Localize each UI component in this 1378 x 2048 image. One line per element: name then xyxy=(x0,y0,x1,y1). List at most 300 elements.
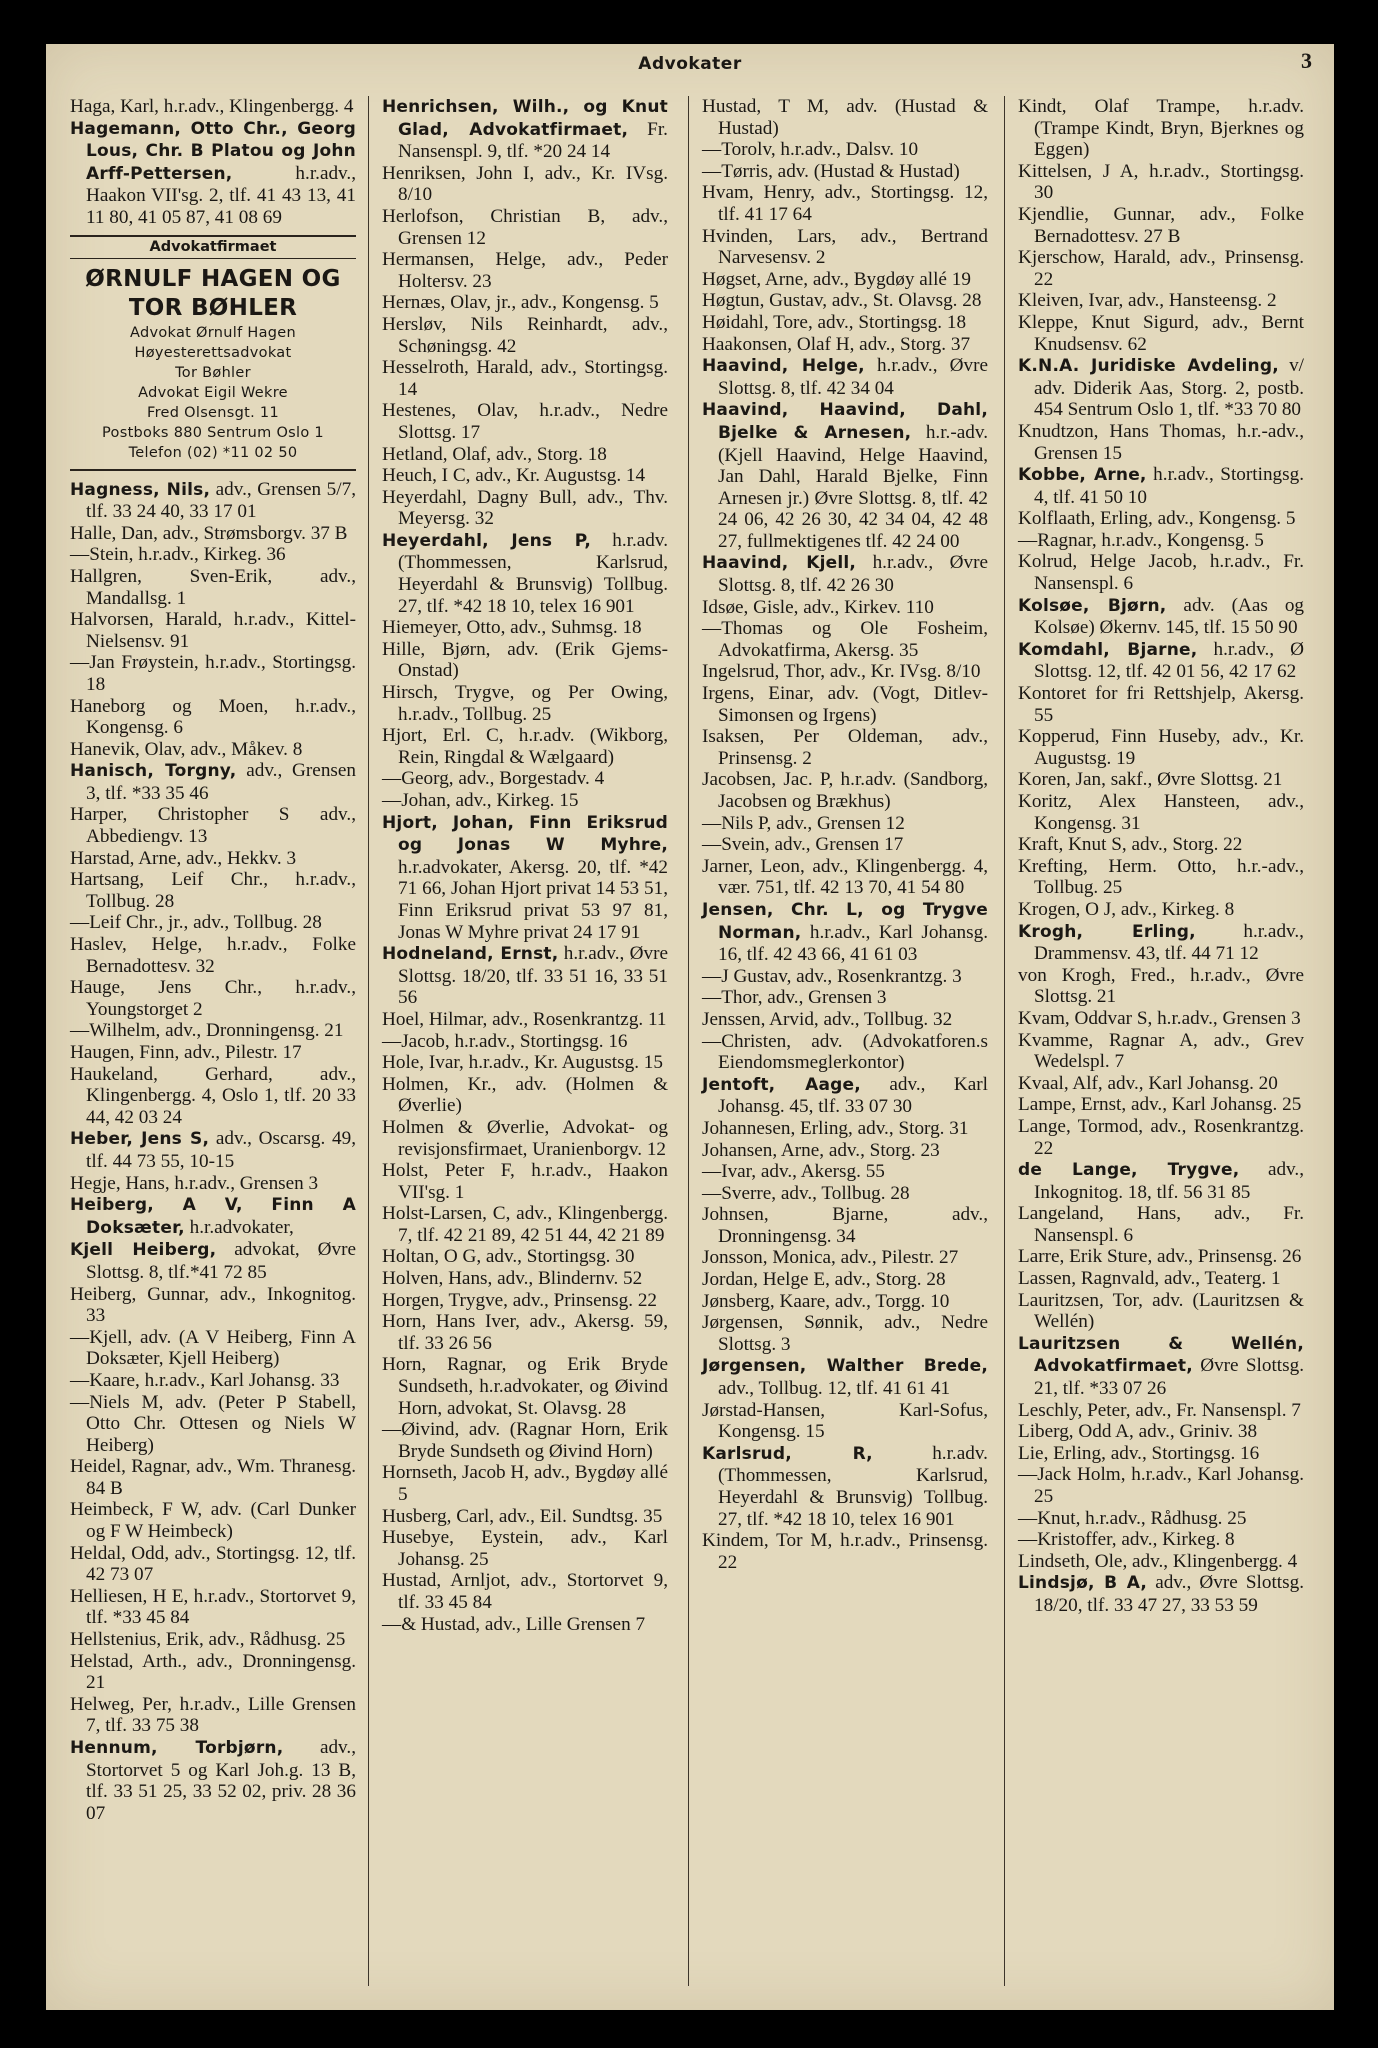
entry-text: —Georg, adv., Borgestadv. 4 xyxy=(382,768,605,790)
entry-text: adv. (Aas og Kolsøe) Økernv. 145, tlf. 15 50 90 xyxy=(1034,594,1305,639)
directory-entry xyxy=(702,226,988,269)
entry-name: Heber, Jens S, xyxy=(70,1129,210,1150)
entry-name: Hagness, Nils, xyxy=(70,479,211,500)
directory-entry xyxy=(70,1586,356,1629)
directory-entry xyxy=(1018,1508,1304,1530)
entry-text: —Tørris, adv. (Hustad & Hustad) xyxy=(702,160,960,182)
directory-entry xyxy=(70,1543,356,1586)
entry-text: Kjendlie, Gunnar, adv., Folke Bernadottesv. 27 B xyxy=(1018,203,1304,247)
entry-name: Lindsjø, B A, xyxy=(1018,1573,1148,1594)
directory-entry xyxy=(702,1118,988,1140)
directory-entry xyxy=(1018,1333,1304,1400)
directory-entry xyxy=(382,400,668,443)
directory-entry xyxy=(1018,1008,1304,1030)
entry-text: Haakonsen, Olaf H, adv., Storg. 37 xyxy=(702,333,971,355)
directory-entry xyxy=(70,1456,356,1499)
directory-entry xyxy=(382,1203,668,1246)
entry-name: Haavind, Kjell, xyxy=(702,553,857,574)
entry-text: Kjerschow, Harald, adv., Prinsensg. 22 xyxy=(1018,247,1304,290)
directory-entry xyxy=(382,1117,668,1160)
entry-text: Holst, Peter F, h.r.adv., Haakon VII'sg. 1 xyxy=(382,1160,668,1203)
entry-text: Heuch, I C, adv., Kr. Augustsg. 14 xyxy=(382,465,646,487)
directory-entry xyxy=(702,552,988,596)
entry-name: Kobbe, Arne, xyxy=(1018,465,1147,486)
entry-name: Karlsrud, R, xyxy=(702,1443,873,1464)
directory-entry xyxy=(702,856,988,899)
entry-name: Komdahl, Bjarne, xyxy=(1018,639,1198,660)
entry-text: h.r.advokater, Akersg. 20, tlf. *42 71 66, Johan Hjort privat 14 53 51, Finn Eriksrud privat 53 97 81, Jonas W Myhre privat 24 17 91 xyxy=(398,856,668,943)
column-3 xyxy=(702,96,988,1573)
page-number: 3 xyxy=(1301,48,1312,73)
entry-text: Høgset, Arne, adv., Bygdøy allé 19 xyxy=(702,268,971,290)
directory-entry xyxy=(1018,769,1304,791)
directory-entry xyxy=(1018,1268,1304,1290)
directory-entry xyxy=(1018,1529,1304,1551)
entry-text: h.r.advokater, xyxy=(184,1216,294,1238)
entry-text: Hanevik, Olav, adv., Måkev. 8 xyxy=(70,738,303,760)
directory-entry xyxy=(1018,1290,1304,1333)
directory-entry xyxy=(70,1651,356,1694)
directory-entry xyxy=(702,1009,988,1031)
entry-text: Johannesen, Erling, adv., Storg. 31 xyxy=(702,1117,969,1139)
entry-name: Hennum, Torbjørn, xyxy=(70,1738,284,1758)
entry-text: —Kaare, h.r.adv., Karl Johansg. 33 xyxy=(70,1369,340,1391)
entry-text: Helstad, Arth., adv., Dronningensg. 21 xyxy=(70,1650,356,1694)
ad-firm-name-line-2: TOR BØHLER xyxy=(128,294,298,321)
directory-entry xyxy=(702,96,988,139)
entry-text: Kleppe, Knut Sigurd, adv., Bernt Knudsensv. 62 xyxy=(1018,311,1304,355)
directory-entry xyxy=(702,269,988,291)
entry-text: Hvinden, Lars, adv., Bertrand Narvesensv. 2 xyxy=(702,225,988,269)
directory-entry xyxy=(70,544,356,566)
entry-name: Kjell Heiberg, xyxy=(70,1240,217,1261)
entry-text: h.r.adv., Stortingsg. 4, tlf. 41 50 10 xyxy=(1034,464,1304,508)
directory-entry xyxy=(382,617,668,639)
entry-name: Henrichsen, Wilh., og Knut Glad, Advokatfirmaet, xyxy=(382,97,668,140)
entry-text: Langeland, Hans, adv., Fr. Nansenspl. 6 xyxy=(1018,1203,1304,1246)
entry-name: Heyerdahl, Jens P, xyxy=(382,530,591,551)
directory-entry xyxy=(382,790,668,812)
directory-entry xyxy=(382,1160,668,1203)
directory-page xyxy=(46,44,1334,2010)
entry-text: Horn, Ragnar, og Erik Bryde Sundseth, h.r.advokater, og Øivind Horn, advokat, St. Olavsg. 28 xyxy=(382,1354,668,1419)
entry-text: h.r.adv. (Thommessen, Karlsrud, Heyerdahl & Brunsvig) Tollbug. 27, tlf. *42 18 10, telex 16 901 xyxy=(398,529,668,617)
entry-text: h.r.adv., Drammensv. 43, tlf. 44 71 12 xyxy=(1034,920,1304,965)
directory-entry xyxy=(70,804,356,847)
entry-text: Jonsson, Monica, adv., Pilestr. 27 xyxy=(702,1247,959,1269)
directory-entry xyxy=(382,487,668,530)
entry-text: Heimbeck, F W, adv. (Carl Dunker og F W Heimbeck) xyxy=(70,1499,356,1543)
entry-text: Jenssen, Arvid, adv., Tollbug. 32 xyxy=(702,1008,953,1030)
entry-text: Kvamme, Ragnar A, adv., Grev Wedelspl. 7 xyxy=(1018,1029,1304,1073)
entry-text: von Krogh, Fred., h.r.adv., Øvre Slottsg. 21 xyxy=(1018,964,1304,1008)
directory-entry xyxy=(70,1042,356,1064)
entry-text: Høidahl, Tore, adv., Stortingsg. 18 xyxy=(702,311,967,333)
running-head: Advokater xyxy=(638,54,742,74)
directory-entry xyxy=(382,96,668,163)
directory-entry xyxy=(702,182,988,225)
entry-text: Hustad, Arnljot, adv., Stortorvet 9, tlf. 33 45 84 xyxy=(382,1570,668,1613)
directory-entry xyxy=(382,1074,668,1117)
entry-text: Haukeland, Gerhard, adv., Klingenbergg. 4, Oslo 1, tlf. 20 33 44, 42 03 24 xyxy=(70,1063,356,1128)
entry-name: Heiberg, A V, Finn A Doksæter, xyxy=(70,1195,356,1238)
entry-text: v/ adv. Diderik Aas, Storg. 2, postb. 454 Sentrum Oslo 1, tlf. *33 70 80 xyxy=(1034,355,1304,421)
directory-entry xyxy=(702,597,988,619)
entry-text: —Jacob, h.r.adv., Stortingsg. 16 xyxy=(382,1030,628,1052)
directory-entry xyxy=(1018,551,1304,594)
entry-text: —Ragnar, h.r.adv., Kongensg. 5 xyxy=(1018,529,1264,551)
directory-entry xyxy=(382,249,668,292)
directory-entry xyxy=(382,1311,668,1354)
entry-text: Hirsch, Trygve, og Per Owing, h.r.adv., Tollbug. 25 xyxy=(382,682,668,725)
directory-entry xyxy=(70,652,356,695)
entry-text: Jacobsen, Jac. P, h.r.adv. (Sandborg, Jacobsen og Brækhus) xyxy=(702,769,988,812)
entry-text: Hornseth, Jacob H, adv., Bygdøy allé 5 xyxy=(382,1462,668,1505)
directory-entry xyxy=(382,1290,668,1312)
directory-entry xyxy=(1018,921,1304,965)
entry-text: —Jack Holm, h.r.adv., Karl Johansg. 25 xyxy=(1018,1464,1304,1507)
directory-entry xyxy=(1018,1464,1304,1507)
entry-text: h.r.adv., Øvre Slottsg. 8, tlf. 42 26 30 xyxy=(718,552,988,597)
directory-entry xyxy=(702,1355,988,1399)
directory-entry xyxy=(382,768,668,790)
entry-text: —Christen, adv. (Advokatforen.s Eiendomsmeglerkontor) xyxy=(702,1030,988,1074)
entry-text: Halvorsen, Harald, h.r.adv., Kittel-Nielsensv. 91 xyxy=(70,609,356,652)
ad-line: Høyesterettsadvokat xyxy=(134,344,292,361)
entry-text: Jørstad-Hansen, Karl-Sofus, Kongensg. 15 xyxy=(702,1399,988,1443)
entry-name: Hagemann, Otto Chr., Georg Lous, Chr. B Platou og John Arff-Pettersen, xyxy=(70,118,356,184)
entry-text: advokat, Øvre Slottsg. 8, tlf.*41 72 85 xyxy=(86,1239,356,1283)
entry-text: Jønsberg, Kaare, adv., Torgg. 10 xyxy=(702,1290,950,1312)
directory-entry xyxy=(1018,161,1304,204)
entry-name: Krogh, Erling, xyxy=(1018,921,1196,942)
entry-text: —Knut, h.r.adv., Rådhusg. 25 xyxy=(1018,1507,1247,1529)
directory-entry xyxy=(1018,96,1304,161)
directory-entry xyxy=(1018,683,1304,726)
directory-entry xyxy=(382,206,668,249)
entry-name: Hodneland, Ernst, xyxy=(382,944,559,965)
directory-entry xyxy=(1018,1116,1304,1159)
directory-entry xyxy=(70,1629,356,1651)
entry-text: adv., Tollbug. 12, tlf. 41 61 41 xyxy=(718,1378,951,1400)
directory-entry xyxy=(1018,1073,1304,1095)
entry-text: Ingelsrud, Thor, adv., Kr. IVsg. 8/10 xyxy=(702,661,981,683)
directory-entry xyxy=(70,479,356,523)
entry-text: Haslev, Helge, h.r.adv., Folke Bernadottesv. 32 xyxy=(70,934,356,977)
entry-text: Holmen, Kr., adv. (Holmen & Øverlie) xyxy=(382,1073,668,1117)
directory-entry xyxy=(382,163,668,206)
directory-entry xyxy=(70,1173,356,1195)
entry-text: Fr. Nansenspl. 9, tlf. *20 24 14 xyxy=(398,118,668,163)
entry-text: Holtan, O G, adv., Stortingsg. 30 xyxy=(382,1246,635,1268)
entry-text: Krefting, Herm. Otto, h.r.-adv., Tollbug. 25 xyxy=(1018,855,1304,899)
directory-entry xyxy=(70,848,356,870)
entry-text: Liberg, Odd A, adv., Griniv. 38 xyxy=(1018,1421,1258,1443)
entry-text: Halle, Dan, adv., Strømsborgv. 37 B xyxy=(70,522,348,544)
entry-text: Helliesen, H E, h.r.adv., Stortorvet 9, tlf. *33 45 84 xyxy=(70,1585,356,1629)
entry-text: Husebye, Eystein, adv., Karl Johansg. 25 xyxy=(382,1527,668,1570)
directory-entry xyxy=(702,1074,988,1118)
directory-entry xyxy=(702,1031,988,1074)
entry-name: Haavind, Haavind, Dahl, Bjelke & Arnesen, xyxy=(702,400,988,443)
entry-name: Jensen, Chr. L, og Trygve Norman, xyxy=(702,899,988,943)
directory-entry xyxy=(70,977,356,1020)
entry-text: Koritz, Alex Hansteen, adv., Kongensg. 31 xyxy=(1018,791,1304,834)
entry-text: Holmen & Øverlie, Advokat- og revisjonsfirmaet, Uranienborgv. 12 xyxy=(382,1116,668,1160)
entry-text: —Øivind, adv. (Ragnar Horn, Erik Bryde Sundseth og Øivind Horn) xyxy=(382,1419,668,1462)
directory-entry xyxy=(702,1247,988,1269)
entry-text: Hesselroth, Harald, adv., Stortingsg. 14 xyxy=(382,357,668,400)
entry-text: adv., Karl Johansg. 45, tlf. 33 07 30 xyxy=(718,1073,988,1118)
directory-entry xyxy=(70,1694,356,1737)
directory-entry xyxy=(702,1291,988,1313)
column-1-entries xyxy=(70,479,356,1825)
entry-text: Holst-Larsen, C, adv., Klingenbergg. 7, tlf. 42 21 89, 42 51 44, 42 21 89 xyxy=(382,1203,668,1246)
entry-text: Hetland, Olaf, adv., Storg. 18 xyxy=(382,443,607,465)
entry-text: Larre, Erik Sture, adv., Prinsensg. 26 xyxy=(1018,1246,1302,1268)
entry-text: Johansen, Arne, adv., Storg. 23 xyxy=(702,1139,940,1161)
entry-text: —Jan Frøystein, h.r.adv., Stortingsg. 18 xyxy=(70,652,356,695)
entry-text: Hole, Ivar, h.r.adv., Kr. Augustsg. 15 xyxy=(382,1052,663,1074)
directory-entry xyxy=(702,618,988,661)
directory-entry xyxy=(1018,312,1304,355)
entry-name: Lauritzsen & Wellén, Advokatfirmaet, xyxy=(1018,1333,1304,1377)
directory-entry xyxy=(1018,1421,1304,1443)
directory-entry xyxy=(382,1268,668,1290)
directory-entry xyxy=(70,1499,356,1542)
directory-entry xyxy=(1018,1094,1304,1116)
directory-entry xyxy=(1018,247,1304,290)
entry-text: Lauritzsen, Tor, adv. (Lauritzsen & Wellén) xyxy=(1018,1289,1304,1333)
entry-text: Heidel, Ragnar, adv., Wm. Thranesg. 84 B xyxy=(70,1456,356,1499)
directory-entry xyxy=(1018,965,1304,1008)
directory-entry xyxy=(1018,1030,1304,1073)
entry-text: Hermansen, Helge, adv., Peder Holtersv. 23 xyxy=(382,249,668,292)
entry-text: Kvam, Oddvar S, h.r.adv., Grensen 3 xyxy=(1018,1007,1301,1029)
entry-text: —Thomas og Ole Fosheim, Advokatfirma, Akersg. 35 xyxy=(702,618,988,661)
directory-entry xyxy=(382,1031,668,1053)
entry-text: h.r.adv., Karl Johansg. 16, tlf. 42 43 66, 41 61 03 xyxy=(718,921,988,966)
entry-name: Kolsøe, Bjørn, xyxy=(1018,595,1167,616)
entry-text: Holven, Hans, adv., Blindernv. 52 xyxy=(382,1268,643,1290)
directory-entry xyxy=(1018,508,1304,530)
entry-text: Kopperud, Finn Huseby, adv., Kr. Augustsg. 19 xyxy=(1018,726,1304,769)
directory-entry xyxy=(1018,899,1304,921)
directory-entry xyxy=(1018,290,1304,312)
entry-text: Heyerdahl, Dagny Bull, adv., Thv. Meyersg. 32 xyxy=(382,486,668,530)
ad-line: Telefon (02) *11 02 50 xyxy=(128,444,298,461)
directory-entry xyxy=(382,1052,668,1074)
ad-kicker: Advokatfirmaet xyxy=(70,239,356,259)
directory-entry xyxy=(70,1194,356,1239)
entry-text: Koren, Jan, sakf., Øvre Slottsg. 21 xyxy=(1018,769,1283,791)
entry-text: adv., Stortorvet 5 og Karl Joh.g. 13 B, tlf. 33 51 25, 33 52 02, priv. 28 36 07 xyxy=(86,1737,356,1824)
entry-name: de Lange, Trygve, xyxy=(1018,1160,1240,1181)
directory-entry xyxy=(1018,856,1304,899)
entry-text: Husberg, Carl, adv., Eil. Sundtsg. 35 xyxy=(382,1505,663,1527)
entry-text: Horgen, Trygve, adv., Prinsensg. 22 xyxy=(382,1289,658,1311)
column-rule xyxy=(688,96,689,1986)
directory-entry xyxy=(1018,1203,1304,1246)
directory-entry xyxy=(70,739,356,761)
entry-text: h.r.adv. (Thommessen, Karlsrud, Heyerdahl & Brunsvig) Tollbug. 27, tlf. *42 18 10, telex 16 901 xyxy=(718,1442,988,1530)
directory-entry xyxy=(702,399,988,552)
directory-entry xyxy=(1018,639,1304,683)
directory-entry xyxy=(1018,1551,1304,1573)
entry-text: Kleiven, Ivar, adv., Hansteensg. 2 xyxy=(1018,290,1277,312)
directory-entry xyxy=(70,1128,356,1172)
directory-entry xyxy=(382,1009,668,1031)
ad-line: Fred Olsensgt. 11 xyxy=(147,404,279,421)
directory-entry xyxy=(702,1204,988,1247)
directory-entry xyxy=(702,834,988,856)
directory-entry xyxy=(382,1246,668,1268)
entry-text: Hiemeyer, Otto, adv., Suhmsg. 18 xyxy=(382,617,642,639)
entry-text: adv., Grensen 3, tlf. *33 35 46 xyxy=(86,760,356,804)
directory-entry xyxy=(70,1020,356,1042)
entry-text: Haneborg og Moen, h.r.adv., Kongensg. 6 xyxy=(70,695,356,739)
entry-text: Henriksen, John I, adv., Kr. IVsg. 8/10 xyxy=(382,162,668,206)
entry-name: K.N.A. Juridiske Avdeling, xyxy=(1018,356,1279,377)
directory-entry xyxy=(70,1737,356,1824)
directory-entry xyxy=(70,869,356,912)
directory-entry xyxy=(382,530,668,617)
directory-entry xyxy=(702,1312,988,1355)
directory-entry xyxy=(1018,530,1304,552)
directory-entry xyxy=(382,1506,668,1528)
directory-entry xyxy=(702,1269,988,1291)
entry-text: adv., Grensen 5/7, tlf. 33 24 40, 33 17 01 xyxy=(86,478,356,523)
directory-entry xyxy=(70,1327,356,1370)
entry-text: Jørgensen, Sønnik, adv., Nedre Slottsg. 3 xyxy=(702,1312,988,1355)
directory-entry xyxy=(702,683,988,726)
entry-name: Hanisch, Torgny, xyxy=(70,761,237,782)
entry-text: Horn, Hans Iver, adv., Akersg. 59, tlf. 33 26 56 xyxy=(382,1311,668,1354)
entry-text: Hernæs, Olav, jr., adv., Kongensg. 5 xyxy=(382,292,659,314)
directory-entry xyxy=(702,726,988,769)
directory-entry xyxy=(1018,1159,1304,1203)
directory-entry xyxy=(70,760,356,804)
directory-entry xyxy=(70,609,356,652)
directory-entry xyxy=(702,1443,988,1530)
directory-entry xyxy=(702,661,988,683)
entry-text: Harstad, Arne, adv., Hekkv. 3 xyxy=(70,847,297,869)
directory-entry xyxy=(702,769,988,812)
entry-text: Harper, Christopher S adv., Abbediengv. 13 xyxy=(70,804,356,848)
directory-entry xyxy=(1018,1572,1304,1616)
entry-text: Leschly, Peter, adv., Fr. Nansenspl. 7 xyxy=(1018,1399,1301,1421)
column-rule xyxy=(368,96,369,1986)
directory-entry xyxy=(70,1239,356,1283)
entry-text: Kittelsen, J A, h.r.adv., Stortingsg. 30 xyxy=(1018,160,1304,204)
directory-entry xyxy=(1018,791,1304,834)
entry-text: Haugen, Finn, adv., Pilestr. 17 xyxy=(70,1042,302,1063)
directory-entry xyxy=(702,312,988,334)
directory-entry xyxy=(702,1400,988,1443)
entry-text: h.r.adv., Haakon VII'sg. 2, tlf. 41 43 13, 41 11 80, 41 05 87, 41 08 69 xyxy=(86,162,356,228)
directory-entry xyxy=(702,1161,988,1183)
directory-entry xyxy=(70,566,356,609)
ad-firm-name-line-1: ØRNULF HAGEN OG xyxy=(85,265,341,292)
entry-text: Hestenes, Olav, h.r.adv., Nedre Slottsg. 17 xyxy=(382,400,668,443)
entry-text: —Stein, h.r.adv., Kirkeg. 36 xyxy=(70,544,286,566)
directory-entry xyxy=(70,118,356,229)
directory-entry xyxy=(1018,421,1304,464)
entry-text: Helweg, Per, h.r.adv., Lille Grensen 7, tlf. 33 75 38 xyxy=(70,1693,356,1737)
entry-text: Hellstenius, Erik, adv., Rådhusg. 25 xyxy=(70,1629,346,1651)
entry-text: adv., Inkognitog. 18, tlf. 56 31 85 xyxy=(1034,1159,1304,1203)
directory-entry xyxy=(382,682,668,725)
ad-line: Advokat Ørnulf Hagen xyxy=(130,324,296,341)
directory-entry xyxy=(382,357,668,400)
directory-entry xyxy=(382,1527,668,1570)
entry-text: Hustad, T M, adv. (Hustad & Hustad) xyxy=(702,96,988,139)
directory-entry xyxy=(1018,726,1304,769)
entry-name: Hjort, Johan, Finn Eriksrud og Jonas W Myhre, xyxy=(382,812,668,856)
directory-entry xyxy=(382,314,668,357)
directory-entry xyxy=(70,912,356,934)
ad-line: Tor Bøhler xyxy=(175,364,251,381)
entry-text: —Ivar, adv., Akersg. 55 xyxy=(702,1161,885,1183)
directory-entry xyxy=(70,696,356,739)
directory-entry xyxy=(70,1370,356,1392)
directory-entry xyxy=(702,987,988,1009)
entry-name: Haavind, Helge, xyxy=(702,356,865,377)
directory-entry xyxy=(1018,1246,1304,1268)
entry-text: Heiberg, Gunnar, adv., Inkognitog. 33 xyxy=(70,1283,356,1327)
directory-entry xyxy=(382,812,668,944)
entry-text: h.r.-adv. (Kjell Haavind, Helge Haavind, Jan Dahl, Harald Bjelke, Finn Arnesen jr.) Øvre Slottsg. 8, tlf. 42 24 06, 42 26 30, 42 34 04, 42 48 27, fullmektigenes tlf. 42 24 00 xyxy=(718,421,988,552)
directory-entry xyxy=(1018,204,1304,247)
directory-entry xyxy=(70,1392,356,1457)
entry-text: —Kristoffer, adv., Kirkeg. 8 xyxy=(1018,1529,1235,1551)
directory-entry xyxy=(382,444,668,466)
advertisement-box xyxy=(70,235,356,471)
directory-entry xyxy=(1018,1400,1304,1422)
entry-text: Hegje, Hans, h.r.adv., Grensen 3 xyxy=(70,1172,319,1194)
directory-entry xyxy=(702,334,988,356)
entry-text: Krogen, O J, adv., Kirkeg. 8 xyxy=(1018,898,1235,920)
directory-entry xyxy=(382,1570,668,1613)
directory-entry xyxy=(70,934,356,977)
entry-text: h.r.adv., Øvre Slottsg. 8, tlf. 42 34 04 xyxy=(718,355,988,399)
entry-text: Kolrud, Helge Jacob, h.r.adv., Fr. Nansenspl. 6 xyxy=(1018,551,1304,595)
directory-entry xyxy=(702,290,988,312)
entry-text: Lampe, Ernst, adv., Karl Johansg. 25 xyxy=(1018,1094,1302,1116)
entry-text: —Sverre, adv., Tollbug. 28 xyxy=(702,1182,910,1204)
directory-entry xyxy=(70,96,356,118)
directory-entry xyxy=(702,1183,988,1205)
entry-text: Hartsang, Leif Chr., h.r.adv., Tollbug. 28 xyxy=(70,869,356,912)
entry-text: Lindseth, Ole, adv., Klingenbergg. 4 xyxy=(1018,1550,1298,1572)
directory-entry xyxy=(1018,464,1304,508)
directory-entry xyxy=(70,1064,356,1129)
directory-entry xyxy=(1018,595,1304,639)
entry-text: —Niels M, adv. (Peter P Stabell, Otto Chr. Ottesen og Niels W Heiberg) xyxy=(70,1391,356,1456)
directory-entry xyxy=(382,943,668,1009)
entry-text: —Nils P, adv., Grensen 12 xyxy=(702,812,905,834)
entry-text: Irgens, Einar, adv. (Vogt, Ditlev-Simonsen og Irgens) xyxy=(702,683,988,726)
entry-text: Jordan, Helge E, adv., Storg. 28 xyxy=(702,1269,946,1291)
directory-entry xyxy=(382,1614,668,1636)
entry-text: h.r.adv., Øvre Slottsg. 18/20, tlf. 33 51 16, 33 51 56 xyxy=(398,943,668,1009)
directory-entry xyxy=(70,523,356,545)
directory-entry xyxy=(702,1530,988,1573)
entry-text: —Svein, adv., Grensen 17 xyxy=(702,834,904,856)
entry-text: —Kjell, adv. (A V Heiberg, Finn A Doksæter, Kjell Heiberg) xyxy=(70,1326,356,1370)
entry-text: Kolflaath, Erling, adv., Kongensg. 5 xyxy=(1018,508,1296,530)
entry-text: Kindem, Tor M, h.r.adv., Prinsensg. 22 xyxy=(702,1530,988,1573)
